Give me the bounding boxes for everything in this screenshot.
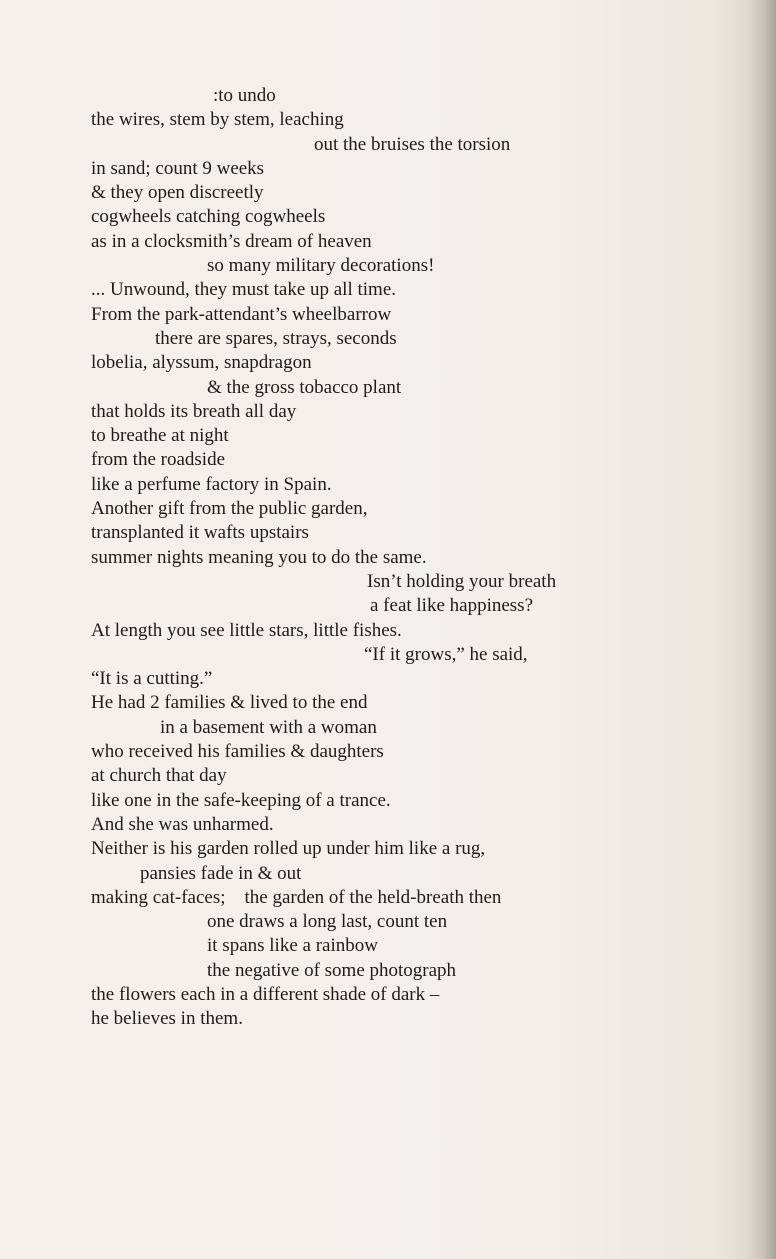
poem-line: “If it grows,” he said,: [364, 643, 528, 665]
poem-line: Isn’t holding your breath: [367, 570, 557, 592]
poem-line: it spans like a rainbow: [207, 935, 378, 957]
poem-line: in a basement with a woman: [160, 716, 377, 738]
poem-line: that holds its breath all day: [91, 400, 297, 422]
poem-line: making cat-faces; the garden of the held-breath then: [91, 886, 502, 908]
poem-line: like a perfume factory in Spain.: [91, 473, 332, 495]
poem-line: cogwheels catching cogwheels: [91, 206, 326, 228]
poem-line: a feat like happiness?: [370, 595, 534, 617]
poem-line: he believes in them.: [91, 1008, 243, 1030]
poem-line: And she was unharmed.: [91, 813, 274, 835]
poem-line: the negative of some photograph: [207, 959, 457, 981]
poem-line: transplanted it wafts upstairs: [91, 522, 309, 544]
poem-line: the wires, stem by stem, leaching: [91, 109, 344, 131]
poem-line: Neither is his garden rolled up under him like a rug,: [91, 838, 486, 860]
poem-line: :to undo: [213, 85, 276, 106]
poem-line: He had 2 families & lived to the end: [91, 692, 368, 714]
poem-line: in sand; count 9 weeks: [91, 157, 265, 179]
poem-text: [91, 84, 751, 1032]
poem-line: who received his families & daughters: [91, 741, 384, 763]
poem-line: like one in the safe-keeping of a trance.: [91, 789, 391, 811]
poem-line: at church that day: [91, 765, 227, 787]
poem-line: pansies fade in & out: [140, 862, 302, 884]
poem-line: At length you see little stars, little fishes.: [91, 619, 402, 641]
poem-line: “It is a cutting.”: [91, 668, 213, 690]
poem-line: ... Unwound, they must take up all time.: [91, 279, 397, 301]
poem-line: lobelia, alyssum, snapdragon: [91, 352, 312, 374]
poem-line: so many military decorations!: [207, 255, 435, 277]
poem-line: the flowers each in a different shade of dark –: [91, 983, 440, 1005]
poem-line: from the roadside: [91, 449, 226, 471]
poem-line: summer nights meaning you to do the same.: [91, 546, 427, 568]
poem-line: & the gross tobacco plant: [207, 376, 402, 398]
poem-line: there are spares, strays, seconds: [155, 327, 397, 349]
poem-line: to breathe at night: [91, 425, 229, 447]
poem-line: & they open discreetly: [91, 182, 264, 204]
poem-line: out the bruises the torsion: [314, 133, 511, 155]
poem-line: From the park-attendant’s wheelbarrow: [91, 303, 392, 325]
poem-line: Another gift from the public garden,: [91, 498, 368, 520]
poem-line: one draws a long last, count ten: [207, 911, 448, 933]
poem-line: as in a clocksmith’s dream of heaven: [91, 230, 372, 252]
